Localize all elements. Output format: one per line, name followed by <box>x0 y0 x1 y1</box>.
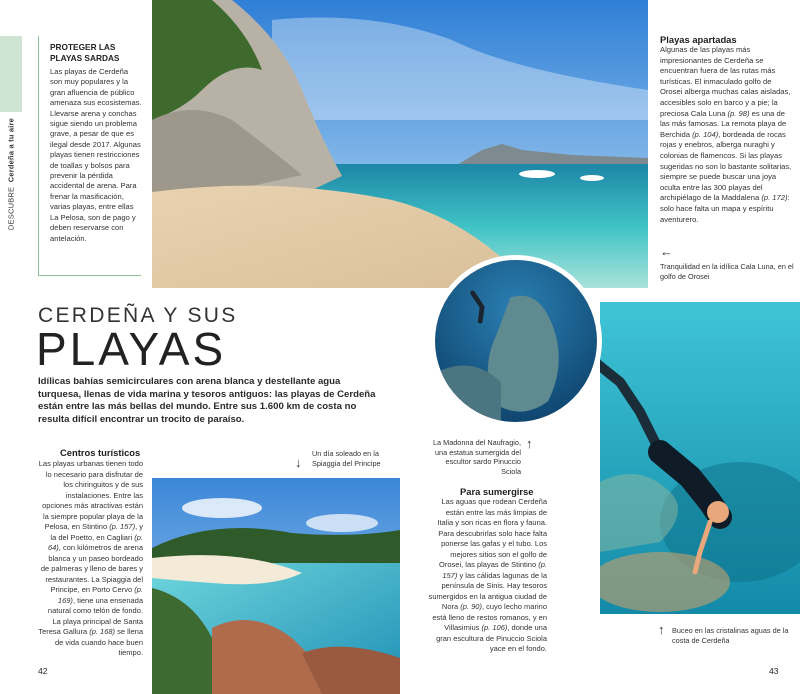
sumergirse-text-2: y las cálidas lagunas de la península de Sinis. Hay tesoros sumergidos en la antigua ciudad de Nora <box>428 570 547 611</box>
madonna-statue-photo <box>430 255 602 427</box>
page-ref: (p. 90) <box>460 602 482 611</box>
arrow-down-icon: ↓ <box>295 455 302 470</box>
playas-apartadas-text-4: : solo hace falta un mapa y espíritu aventurero. <box>660 193 790 224</box>
sidebar-title: PROTEGER LAS PLAYAS SARDAS <box>50 42 120 63</box>
centros-turisticos-title: Centros turísticos <box>60 447 141 458</box>
page-ref: (p. 98) <box>727 108 750 118</box>
centros-text-5: se llena de vida cuando hace buen tiempo. <box>55 627 143 657</box>
centros-text-4: , tiene una ensenada natural como telón de fondo. La playa principal de Santa Teresa Gallura <box>38 595 143 636</box>
page-ref: (p. 157) <box>109 522 136 531</box>
centros-text-2: , y la del Poetto, en Cagliari <box>50 522 143 542</box>
sumergirse-text-1: Las aguas que rodean Cerdeña están entre las más limpias de Italia y son ricas en flora y fauna. Para descubrirlas solo hace falta ponerse las gafas y el tubo. Los mejores sitios son el golfo de Orosei, las playas de Stintino <box>437 497 547 569</box>
arrow-up-icon: ↑ <box>526 436 533 451</box>
snorkeler-photo <box>600 302 800 614</box>
playas-apartadas-body <box>660 45 794 225</box>
page-ref: (p. 168) <box>89 627 116 636</box>
caption-cala-luna: Tranquilidad en la idílica Cala Luna, en el golfo de Orosei <box>660 262 794 281</box>
centros-text-1: Las playas urbanas tienen todo lo necesario para disfrutar de los chiringuitos y de sus instalaciones. Entre las opciones más atractivas están la siempre popular playa de la Pelosa, en Stintino <box>38 459 143 531</box>
section-label <box>2 118 20 230</box>
caption-buceo: Buceo en las cristalinas aguas de la costa de Cerdeña <box>672 626 789 645</box>
sidebar-body: Las playas de Cerdeña son muy populares y la gran afluencia de público amenaza sus ecosistemas. Llevarse arena y conchas sigue siendo un problema grave, a pesar de que es ilegal desde 2017. Algunas playas tienen restricciones de toallas y bolsos para prevenir la pérdida accidental de arena. Para frenar la masificación, varias playas, entre ellas La Pelosa, son de pago y deben reservarse con antelación. <box>50 67 142 243</box>
page-ref: (p. 157) <box>442 560 547 580</box>
page-ref: (p. 64) <box>47 532 143 552</box>
arrow-left-icon: ← <box>660 244 673 259</box>
section-label-bold: Cerdeña a tu aire <box>6 117 16 183</box>
intro-paragraph: Idílicas bahías semicirculares con arena blanca y destellante agua turquesa, llenas de vida marina y tesoros antiguos: las playas de Cerdeña están entre las más bellas del mundo. Entre sus 1.600 km de costa no resulta difícil encontrar un trocito de paraíso. <box>38 376 376 425</box>
page-ref: (p. 169) <box>57 585 143 605</box>
playas-apartadas-title: Playas apartadas <box>660 34 737 45</box>
spiaggia-principe-photo <box>152 478 400 694</box>
section-label-light: DESCUBRE <box>6 186 16 231</box>
playas-apartadas-text-1: Algunas de las playas más impresionantes de Cerdeña se encuentran fuera de las rutas más turísticas. El inmaculado golfo de Orosei alberga muchas calas aisladas, accesibles solo en barco y a pie; la preciosa Cala Luna <box>660 45 791 118</box>
centros-text-3: , con kilómetros de arena blanca y un paseo bordeado de palmeras y lleno de bares y restaurantes. La Spiaggia del Principe, en Porto Cervo <box>40 543 143 594</box>
caption-spiaggia-principe: Un día soleado en la Spiaggia del Principe <box>312 449 381 468</box>
centros-turisticos-body <box>38 459 143 659</box>
page-ref: (p. 104) <box>692 129 719 139</box>
cala-luna-photo <box>152 0 648 288</box>
arrow-up-icon: ↑ <box>658 622 665 637</box>
page-number-left: 42 <box>38 666 48 676</box>
section-tab <box>0 36 22 112</box>
page-ref: (p. 106) <box>481 623 508 632</box>
sumergirse-text-3: , cuyo lecho marino está lleno de restos romanos, y en Villasimius <box>432 602 547 632</box>
headline-kicker: CERDEÑA Y SUS <box>38 304 238 327</box>
para-sumergirse-body <box>428 497 547 655</box>
page-title: PLAYAS <box>36 323 227 375</box>
playas-apartadas-text-3: , bordeada de rocas rojas y enebros, alberga nuraghi y colonias de flamencos. Si las playas sugeridas no son lo bastante solitarias, siempre se puede buscar una joya oculta entre las 300 playas del archipiélago de la Maddalena <box>660 129 792 203</box>
page-ref: (p. 172) <box>761 193 788 203</box>
caption-madonna: La Madonna del Naufragio, una estatua sumergida del escultor sardo Pinuccio Sciola <box>432 438 521 476</box>
para-sumergirse-title: Para sumergirse <box>460 486 534 497</box>
sumergirse-text-4: , donde una gran escultura de Pinuccio Sciola yace en el fondo. <box>436 623 547 653</box>
page-number-right: 43 <box>769 666 779 676</box>
playas-apartadas-text-2: es una de las más famosas. La remota playa de Berchida <box>660 108 787 139</box>
